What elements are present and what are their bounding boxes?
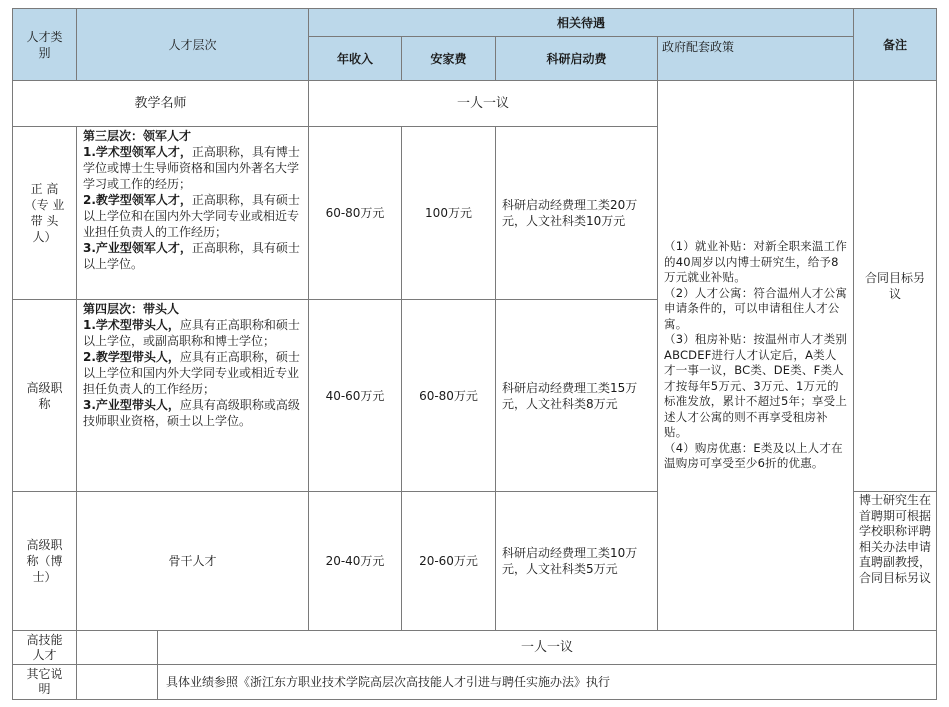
zhenggao-level xyxy=(76,126,309,300)
other-spacer xyxy=(76,664,158,700)
level-item: 3.产业型带头人，应具有高级职称或高级技师职业资格，硕士以上学位。 xyxy=(83,398,300,428)
teacher-label: 教学名师 xyxy=(12,80,309,127)
gaoji-level-title: 第四层次：带头人 xyxy=(83,302,180,316)
jineng-category: 高技能 人才 xyxy=(12,630,77,665)
zhenggao-settle: 100万元 xyxy=(401,126,496,300)
header-research: 科研启动费 xyxy=(495,36,658,81)
header-policy: 政府配套政策 xyxy=(657,36,854,81)
policy-item: （4）购房优惠：E类及以上人才在温购房可享受至少6折的优惠。 xyxy=(664,440,843,471)
gaoji-settle: 60-80万元 xyxy=(401,299,496,492)
boshi-income: 20-40万元 xyxy=(308,491,402,631)
header-income: 年收入 xyxy=(308,36,402,81)
gaoji-income: 40-60万元 xyxy=(308,299,402,492)
boshi-research: 科研启动经费理工类10万元，人文社科类5万元 xyxy=(495,491,658,631)
jineng-spacer xyxy=(76,630,158,665)
gaoji-category: 高级职 称 xyxy=(12,299,77,492)
gaoji-research: 科研启动经费理工类15万元，人文社科类8万元 xyxy=(495,299,658,492)
gaoji-level xyxy=(76,299,309,492)
header-remark: 备注 xyxy=(853,8,937,81)
boshi-settle: 20-60万元 xyxy=(401,491,496,631)
zhenggao-category: 正 高 （专 业 带 头 人） xyxy=(12,126,77,300)
other-category: 其它说 明 xyxy=(12,664,77,700)
level-item: 2.教学型带头人，应具有正高职称，硕士以上学位和国内外大学同专业或相近专业担任负责人的工作经历； xyxy=(83,350,300,396)
header-treatment: 相关待遇 xyxy=(308,8,854,37)
policy-item: （2）人才公寓：符合温州人才公寓申请条件的，可以申请租住人才公寓。 xyxy=(664,285,848,331)
level-item: 2.教学型领军人才，正高职称，具有硕士以上学位和在国内外大学同专业或相近专业担任负责人的工作经历； xyxy=(83,193,300,239)
policy-item: （1）就业补贴：对新全职来温工作的40周岁以内博士研究生，给予8万元就业补贴。 xyxy=(664,239,848,285)
header-category: 人才类 别 xyxy=(12,8,77,81)
other-value: 具体业绩参照《浙江东方职业技术学院高层次高技能人才引进与聘任实施办法》执行 xyxy=(157,664,937,700)
policy-item: （3）租房补贴：按温州市人才类别ABCDEF进行人才认定后，A类人才一事一议，BC类、DE类、F类人才按每年5万元、3万元、1万元的标准发放，累计不超过5年；享受上述人才公寓的则不再享受租房补贴。 xyxy=(664,332,848,440)
level-item: 1.学术型领军人才，正高职称，具有博士学位或博士生导师资格和国内外著名大学学习或工作的经历； xyxy=(83,145,300,191)
header-settle: 安家费 xyxy=(401,36,496,81)
level-item: 1.学术型带头人，应具有正高职称和硕士以上学位，或副高职称和博士学位； xyxy=(83,318,300,348)
boshi-category: 高级职 称（博 士） xyxy=(12,491,77,631)
zhenggao-research: 科研启动经费理工类20万元，人文社科类10万元 xyxy=(495,126,658,300)
policy-cell xyxy=(657,80,854,631)
header-level: 人才层次 xyxy=(76,8,309,81)
jineng-value: 一人一议 xyxy=(157,630,937,665)
boshi-level: 骨干人才 xyxy=(76,491,309,631)
level-item: 3.产业型领军人才，正高职称，具有硕士以上学位。 xyxy=(83,241,300,271)
zhenggao-level-title: 第三层次：领军人才 xyxy=(83,129,192,143)
remark-upper: 合同目标另议 xyxy=(853,80,937,492)
teacher-value: 一人一议 xyxy=(308,80,658,127)
boshi-remark: 博士研究生在首聘期可根据学校职称评聘相关办法申请直聘副教授，合同目标另议 xyxy=(853,491,937,631)
zhenggao-income: 60-80万元 xyxy=(308,126,402,300)
